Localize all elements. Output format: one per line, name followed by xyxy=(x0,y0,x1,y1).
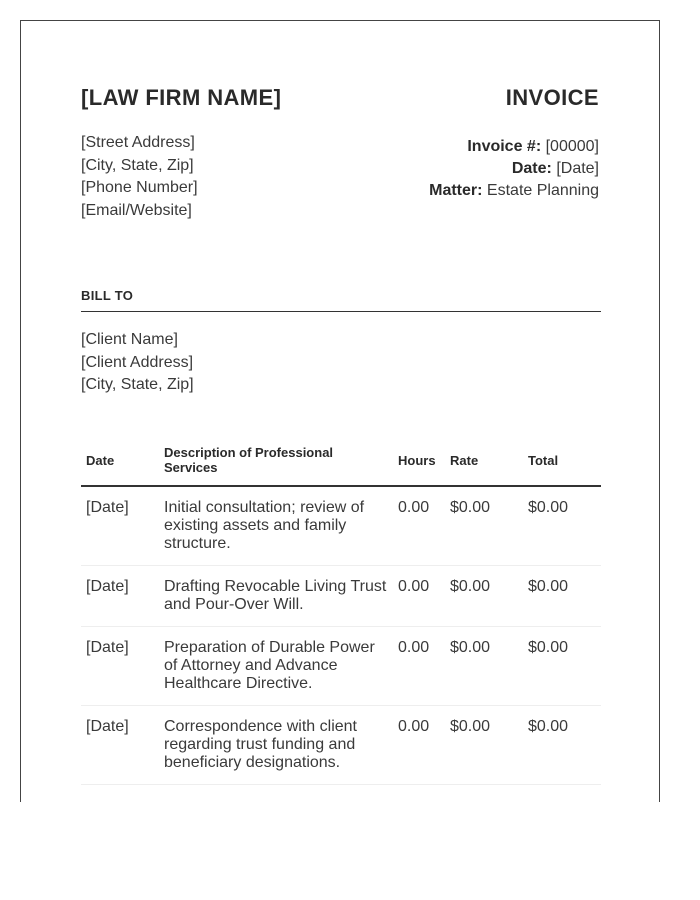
row-hours: 0.00 xyxy=(393,627,445,706)
invoice-page xyxy=(20,20,660,802)
client-details xyxy=(81,329,194,397)
firm-email-website: [Email/Website] xyxy=(81,201,192,219)
row-total: $0.00 xyxy=(523,566,601,627)
invoice-matter-value: Estate Planning xyxy=(486,182,599,199)
row-date: [Date] xyxy=(81,566,159,627)
table-header-row xyxy=(81,439,601,486)
table-row xyxy=(81,627,601,706)
table-row xyxy=(81,566,601,627)
row-rate: $0.00 xyxy=(445,566,523,627)
row-total: $0.00 xyxy=(523,706,601,785)
header-date: Date xyxy=(81,439,159,486)
invoice-number-value: [00000] xyxy=(545,138,599,155)
client-address: [Client Address] xyxy=(81,353,194,371)
table-row xyxy=(81,706,601,785)
row-date: [Date] xyxy=(81,706,159,785)
header-hours: Hours xyxy=(393,439,445,486)
header-total: Total xyxy=(523,439,601,486)
row-description: Preparation of Durable Power of Attorney and Advance Healthcare Directive. xyxy=(159,627,393,706)
header-rate: Rate xyxy=(445,439,523,486)
row-description: Initial consultation; review of existing assets and family structure. xyxy=(159,486,393,566)
firm-name: [LAW FIRM NAME] xyxy=(81,85,282,110)
header-description: Description of Professional Services xyxy=(159,439,393,486)
firm-street: [Street Address] xyxy=(81,134,195,151)
row-total: $0.00 xyxy=(523,486,601,566)
row-description: Correspondence with client regarding trust funding and beneficiary designations. xyxy=(159,706,393,785)
services-table xyxy=(81,439,601,785)
row-total: $0.00 xyxy=(523,627,601,706)
bill-to-divider xyxy=(81,311,601,312)
client-city-state-zip: [City, State, Zip] xyxy=(81,376,194,393)
row-hours: 0.00 xyxy=(393,706,445,785)
invoice-matter-label: Matter: xyxy=(429,182,483,199)
invoice-date-line xyxy=(429,158,599,180)
firm-city-state-zip: [City, State, Zip] xyxy=(81,156,194,174)
invoice-title: INVOICE xyxy=(505,85,599,110)
invoice-matter-line xyxy=(429,180,599,202)
invoice-meta xyxy=(429,136,599,202)
invoice-number-label: Invoice #: xyxy=(467,138,542,155)
row-hours: 0.00 xyxy=(393,486,445,566)
row-description: Drafting Revocable Living Trust and Pour-Over Will. xyxy=(159,566,393,627)
invoice-number-line xyxy=(429,136,599,158)
bill-to-heading: BILL TO xyxy=(81,288,134,303)
firm-phone: [Phone Number] xyxy=(81,179,198,196)
client-name: [Client Name] xyxy=(81,331,178,348)
table-row xyxy=(81,486,601,566)
row-hours: 0.00 xyxy=(393,566,445,627)
invoice-date-value: [Date] xyxy=(556,160,599,177)
row-date: [Date] xyxy=(81,627,159,706)
invoice-date-label: Date: xyxy=(511,160,552,177)
row-rate: $0.00 xyxy=(445,627,523,706)
row-rate: $0.00 xyxy=(445,706,523,785)
row-date: [Date] xyxy=(81,486,159,566)
row-rate: $0.00 xyxy=(445,486,523,566)
firm-address xyxy=(81,132,198,222)
